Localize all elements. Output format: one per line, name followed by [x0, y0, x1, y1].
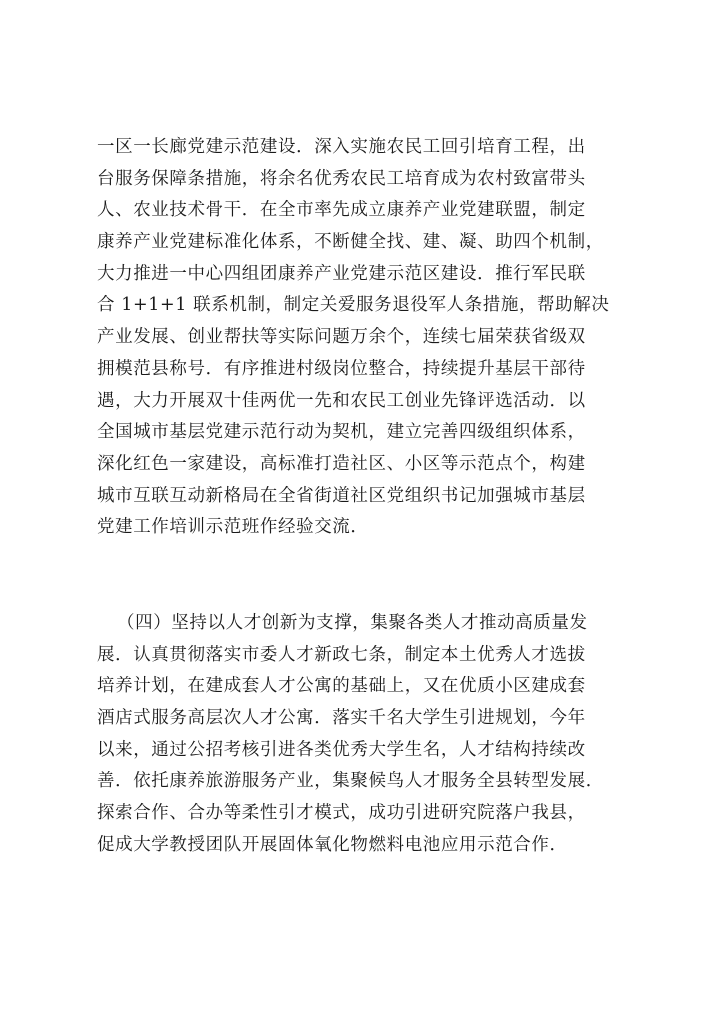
- text-line: 一区一长廊党建示范建设．深入实施农民工回引培育工程，出: [97, 137, 586, 157]
- text-line-heading: （四）坚持以人才创新为支撑，集聚各类人才推动高质量发: [117, 613, 588, 633]
- paragraph-party-building: [97, 132, 637, 544]
- text-line: 促成大学教授团队开展固体氧化物燃料电池应用示范合作．: [97, 834, 568, 855]
- text-line: 人、农业技术骨干．在全市率先成立康养产业党建联盟，制定: [97, 200, 586, 221]
- text-line: 合 1+1+1 联系机制，制定关爱服务退役军人条措施，帮助解决: [97, 295, 610, 316]
- text-line: 台服务保障条措施，将余名优秀农民工培育成为农村致富带头: [97, 168, 586, 189]
- text-line: 全国城市基层党建示范行动为契机，建立完善四级组织体系，: [97, 422, 586, 443]
- text-line: 城市互联互动新格局在全省街道社区党组织书记加强城市基层: [97, 485, 586, 506]
- text-line: 大力推进一中心四组团康养产业党建示范区建设．推行军民联: [97, 263, 586, 284]
- text-line: 党建工作培训示范班作经验交流．: [97, 517, 369, 538]
- text-line: 产业发展、创业帮扶等实际问题万余个，连续七届荣获省级双: [97, 327, 586, 348]
- text-line: 培养计划，在建成套人才公寓的基础上，又在优质小区建成套: [97, 676, 586, 697]
- text-line: 以来，通过公招考核引进各类优秀大学生名，人才结构持续改: [97, 739, 586, 760]
- text-line: 展．认真贯彻落实市委人才新政七条，制定本土优秀人才选拔: [97, 644, 586, 665]
- text-line: 深化红色一家建设，高标准打造社区、小区等示范点个，构建: [97, 453, 586, 474]
- text-line: 康养产业党建标准化体系，不断健全找、建、凝、助四个机制，: [97, 232, 604, 253]
- text-line: 善．依托康养旅游服务产业，集聚候鸟人才服务全县转型发展．: [97, 771, 604, 792]
- text-line: 酒店式服务高层次人才公寓．落实千名大学生引进规划，今年: [97, 708, 586, 729]
- text-line: 遇，大力开展双十佳两优一先和农民工创业先锋评选活动．以: [97, 390, 586, 411]
- paragraph-talent-innovation: [97, 608, 637, 862]
- text-line: 探索合作、合办等柔性引才模式，成功引进研究院落户我县，: [97, 803, 586, 824]
- text-line: 拥模范县称号．有序推进村级岗位整合，持续提升基层干部待: [97, 358, 586, 379]
